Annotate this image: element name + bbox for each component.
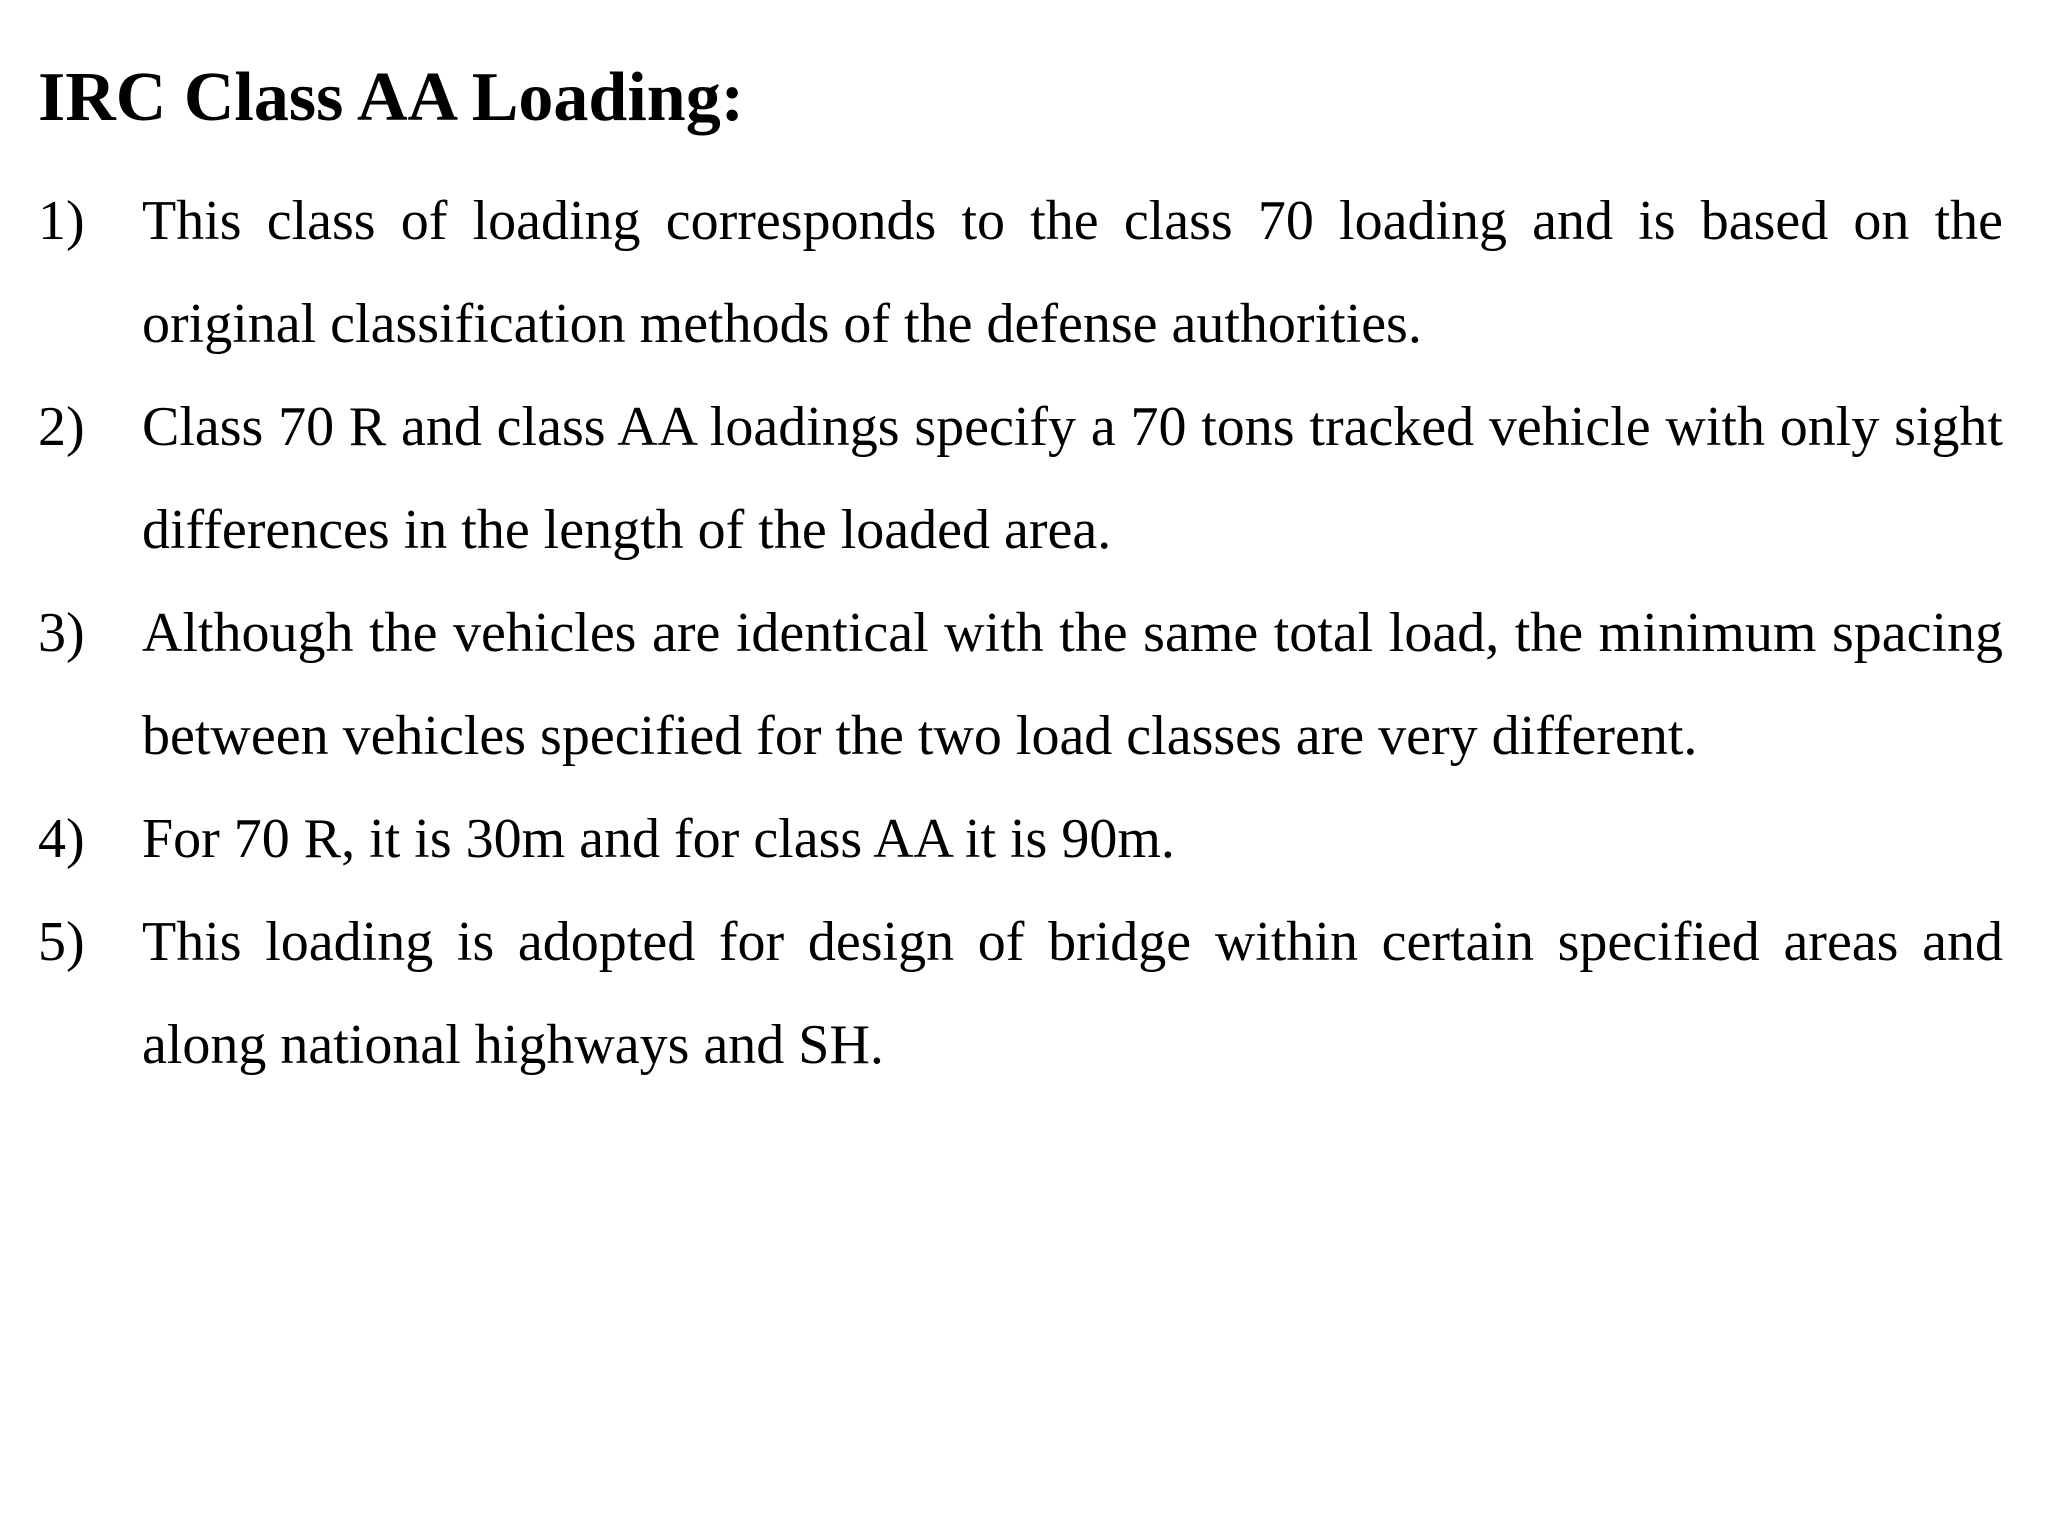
numbered-list [38,170,2003,1097]
list-item-4 [38,788,2003,891]
list-item-text: Class 70 R and class AA loadings specify a 70 tons tracked vehicle with only sight differences in the length of the loaded area. [142,396,2003,561]
list-item-text: For 70 R, it is 30m and for class AA it is 90m. [142,808,1175,870]
list-marker: 2) [38,396,85,458]
list-item-text: This class of loading corresponds to the class 70 loading and is based on the original classification methods of the defense authorities. [142,190,2003,355]
list-item-2 [38,376,2003,582]
list-item-5 [38,891,2003,1097]
list-item-1 [38,170,2003,376]
list-marker: 3) [38,602,85,664]
list-marker: 5) [38,911,85,973]
list-item-text: This loading is adopted for design of bridge within certain specified areas and along national highways and SH. [142,911,2003,1076]
list-item-text: Although the vehicles are identical with the same total load, the minimum spacing between vehicles specified for the two load classes are very different. [142,602,2003,767]
page-title: IRC Class AA Loading: [38,59,745,136]
list-marker: 4) [38,808,85,870]
list-item-3 [38,582,2003,788]
list-marker: 1) [38,190,85,252]
